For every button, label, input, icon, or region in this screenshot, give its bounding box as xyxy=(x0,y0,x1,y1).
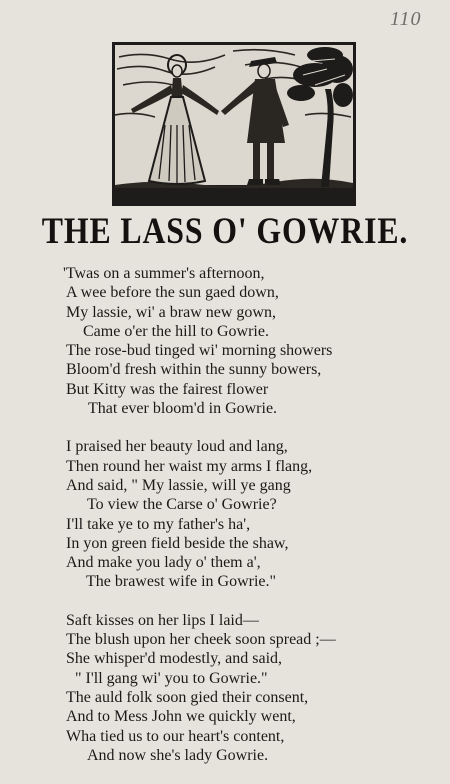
poem-line: The rose-bud tinged wi' morning showers xyxy=(66,342,333,360)
poem-line: And to Mess John we quickly went, xyxy=(66,708,296,726)
poem-line: I praised her beauty loud and lang, xyxy=(66,438,288,456)
poem-line: To view the Carse o' Gowrie? xyxy=(87,496,277,514)
poem-line: My lassie, wi' a braw new gown, xyxy=(66,303,276,321)
poem-line: And now she's lady Gowrie. xyxy=(87,746,269,764)
poem-line: Bloom'd fresh within the sunny bowers, xyxy=(66,361,322,379)
poem-line: Wha tied us to our heart's content, xyxy=(66,727,285,745)
poem-body xyxy=(0,264,450,784)
stanza-3 xyxy=(0,611,450,765)
poem-line: And make you lady o' them a', xyxy=(66,554,261,572)
poem-line: But Kitty was the fairest flower xyxy=(66,380,269,398)
poem-line: Then round her waist my arms I flang, xyxy=(66,457,313,475)
shelfmark-number: 110 xyxy=(390,8,422,30)
poem-line: A wee before the sun gaed down, xyxy=(66,284,279,302)
ballad-title: THE LASS O' GOWRIE. xyxy=(41,211,409,252)
woodcut-illustration xyxy=(112,42,356,206)
poem-line: Came o'er the hill to Gowrie. xyxy=(83,322,269,340)
poem-line: In yon green field beside the shaw, xyxy=(66,534,289,552)
woodcut-couple-image xyxy=(115,45,353,203)
poem-line: The blush upon her cheek soon spread ;— xyxy=(66,631,336,649)
poem-line: She whisper'd modestly, and said, xyxy=(66,650,283,668)
poem-line: Saft kisses on her lips I laid— xyxy=(66,611,259,629)
poem-line: And said, " My lassie, will ye gang xyxy=(66,476,291,494)
poem-line: 'Twas on a summer's afternoon, xyxy=(63,265,265,282)
poem-line: " I'll gang wi' you to Gowrie." xyxy=(75,669,268,687)
poem-line: I'll take ye to my father's ha', xyxy=(66,515,251,533)
poem-line: The auld folk soon gied their consent, xyxy=(66,688,309,706)
stanza-1 xyxy=(0,264,450,418)
poem-line: That ever bloom'd in Gowrie. xyxy=(88,400,278,418)
stanza-2 xyxy=(0,437,450,591)
poem-line: The brawest wife in Gowrie." xyxy=(86,573,277,591)
